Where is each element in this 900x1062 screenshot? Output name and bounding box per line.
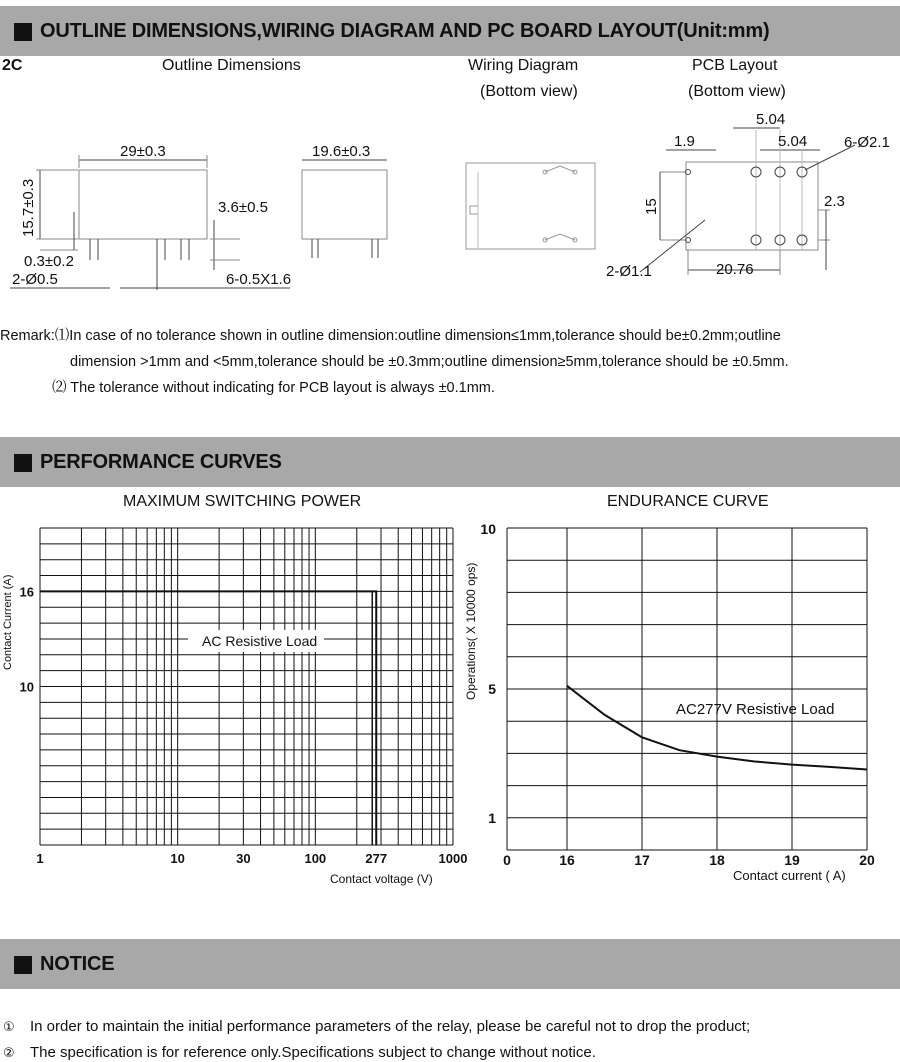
chart1-xtick-label: 100 xyxy=(304,851,327,866)
dim-pin-rect: 6-0.5X1.6 xyxy=(226,271,292,288)
dim-width: 19.6±0.3 xyxy=(312,143,371,160)
dim-height: 15.7±0.3 xyxy=(20,178,37,237)
dim-pcb-15: 15 xyxy=(643,198,660,215)
chart2-xtick-label: 19 xyxy=(784,852,800,868)
chart2-xtick-label: 17 xyxy=(634,852,650,868)
endurance-curve-chart xyxy=(460,520,900,890)
chart1-ytick-label: 10 xyxy=(19,679,34,695)
outline-title: Outline Dimensions xyxy=(162,57,301,74)
remark-line-1: Remark:⑴In case of no tolerance shown in outline dimension:outline dimension≤1mm,tolerance should be±0.2mm;outline xyxy=(0,328,781,344)
chart1-xtick-label: 277 xyxy=(365,851,388,866)
pcb-subtitle: (Bottom view) xyxy=(688,83,786,100)
chart2-xlabel: Contact current ( A) xyxy=(733,868,846,883)
chart2-ytick-label: 5 xyxy=(488,681,496,697)
chart1-xtick-label: 1000 xyxy=(438,851,468,866)
section-header-notice xyxy=(0,939,900,989)
section-header-outline xyxy=(0,6,900,56)
remark-line-3: ⑵ The tolerance without indicating for PCB layout is always ±0.1mm. xyxy=(52,380,495,396)
chart2-xtick-label: 16 xyxy=(559,852,575,868)
notice-number: ② xyxy=(3,1046,15,1061)
dim-pcb-2076: 20.76 xyxy=(716,261,754,278)
dim-pcb-504a: 5.04 xyxy=(756,111,786,128)
dim-pcb-23: 2.3 xyxy=(824,193,845,210)
notice-text: In order to maintain the initial performance parameters of the relay, please be careful not to drop the product; xyxy=(30,1018,751,1035)
notice-text: The specification is for reference only.Specifications subject to change without notice. xyxy=(30,1044,596,1061)
chart2-title: ENDURANCE CURVE xyxy=(607,493,769,510)
chart2-xtick-label: 0 xyxy=(503,852,511,868)
wiring-title: Wiring Diagram xyxy=(468,57,579,74)
chart1-annotation: AC Resistive Load xyxy=(202,633,318,649)
square-bullet-icon xyxy=(14,454,32,472)
chart2-xtick-label: 20 xyxy=(859,852,875,868)
model-label: 2C xyxy=(2,57,23,74)
pcb-title: PCB Layout xyxy=(692,57,778,74)
dim-pcb-hole: 6-Ø2.1 xyxy=(844,134,890,151)
chart1-xtick-label: 30 xyxy=(236,851,251,866)
square-bullet-icon xyxy=(14,956,32,974)
chart2-annotation: AC277V Resistive Load xyxy=(676,701,835,718)
section-title: PERFORMANCE CURVES xyxy=(40,451,282,473)
remark-line-2: dimension >1mm and <5mm,tolerance should be ±0.3mm;outline dimension≥5mm,tolerance should be ±0.5mm. xyxy=(70,354,789,370)
dim-pcb-19: 1.9 xyxy=(674,133,695,150)
chart1-xtick-label: 10 xyxy=(170,851,185,866)
dim-pin-diameter: 2-Ø0.5 xyxy=(12,271,58,288)
chart2-ytick-label: 10 xyxy=(480,521,496,537)
section-header-performance xyxy=(0,437,900,487)
wiring-subtitle: (Bottom view) xyxy=(480,83,578,100)
dim-pin-length: 3.6±0.5 xyxy=(218,199,268,216)
section-title: OUTLINE DIMENSIONS,WIRING DIAGRAM AND PC BOARD LAYOUT(Unit:mm) xyxy=(40,20,770,42)
chart1-xtick-label: 1 xyxy=(36,851,44,866)
notice-number: ① xyxy=(3,1020,15,1035)
outline-drawing xyxy=(0,100,900,300)
chart1-ytick-label: 16 xyxy=(19,584,34,600)
chart1-xlabel: Contact voltage (V) xyxy=(330,872,433,886)
chart2-xtick-label: 18 xyxy=(709,852,725,868)
max-switching-power-chart xyxy=(0,520,468,890)
chart1-ylabel: Contact Current (A) xyxy=(2,574,14,670)
dim-pcb-504b: 5.04 xyxy=(778,133,808,150)
square-bullet-icon xyxy=(14,23,32,41)
dim-pcb-small-hole: 2-Ø1.1 xyxy=(606,263,652,280)
dim-offset: 0.3±0.2 xyxy=(24,253,74,270)
chart2-ylabel: Operations( X 10000 ops) xyxy=(464,562,478,700)
chart2-ytick-label: 1 xyxy=(488,809,496,826)
dim-length: 29±0.3 xyxy=(120,143,166,160)
chart1-title: MAXIMUM SWITCHING POWER xyxy=(123,493,362,510)
section-title: NOTICE xyxy=(40,953,115,975)
